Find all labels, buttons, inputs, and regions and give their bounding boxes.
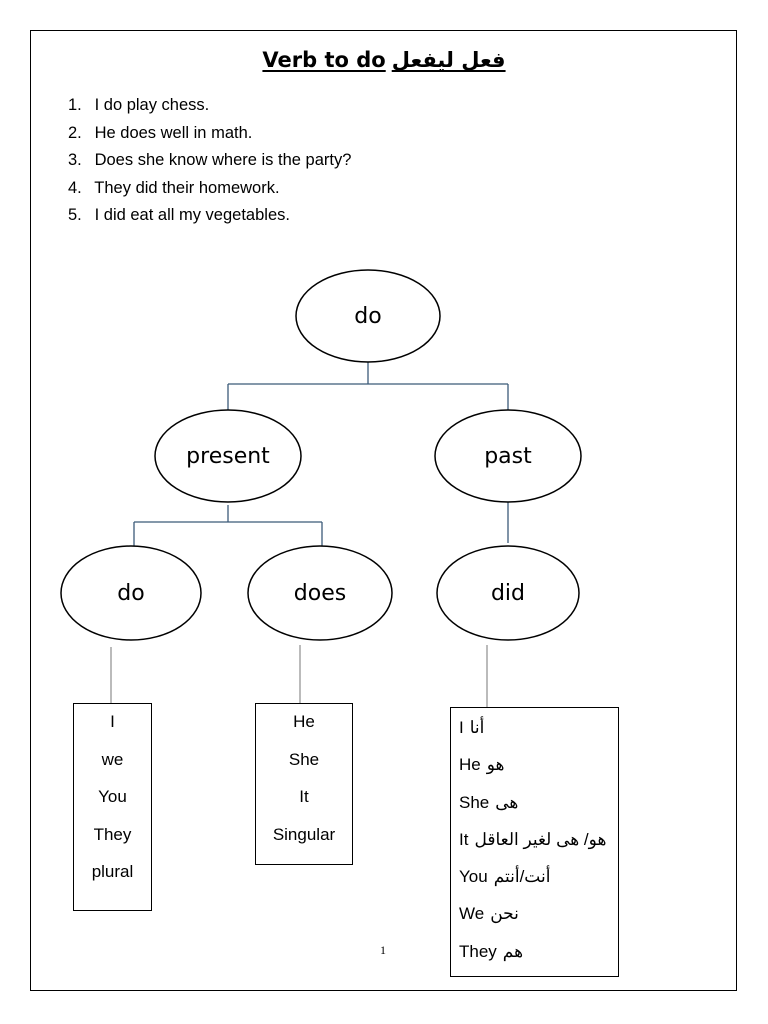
node-label-does: does [293,581,347,606]
pronoun: They [93,824,132,844]
pronoun-arabic: هو/ هى لغير العاقل [474,829,607,849]
pronoun: She [288,749,320,769]
pronoun: He [293,712,315,731]
pronoun-row [459,791,618,828]
sentence-number: 1. [68,96,82,114]
sentence-number: 3. [68,151,82,169]
sentence-number: 5. [68,206,82,224]
pronoun-arabic: هو [486,755,505,775]
sentence-text: He does well in math. [94,123,253,142]
pronoun: I [110,712,115,731]
pronoun-arabic: أنت/أنتم [493,867,551,887]
pronoun-row [459,902,618,939]
node-label-present: present [186,444,270,469]
pronoun-row [459,753,618,790]
node-label-past: past [484,444,532,469]
title-english: Verb to do [262,48,386,72]
pronoun-arabic: نحن [490,904,519,924]
sentence-text: I do play chess. [94,96,210,114]
sentence-text: They did their homework. [94,178,280,197]
pronoun-box-did [450,707,619,977]
pronoun: Singular [272,824,336,844]
pronoun: You [98,787,127,807]
pronoun-english: They [459,941,497,961]
pronoun-row [459,828,618,865]
node-label-root: do [354,304,382,329]
node-label-did: did [490,581,526,606]
pronoun: plural [91,862,134,882]
sentence-number: 2. [68,123,82,142]
page-number: 1 [380,943,386,957]
pronoun-arabic: أنا [469,718,485,737]
pronoun-english: You [459,867,488,887]
pronoun: It [299,787,309,807]
node-label-do: do [117,581,145,606]
title-arabic: فعل ليفعل [391,48,506,72]
pronoun-arabic: هم [502,941,524,961]
pronoun-english: He [459,755,481,775]
pronoun-english: It [459,829,469,849]
pronoun-english: I [459,718,464,737]
pronoun-english: She [459,792,490,812]
pronoun-row [459,940,618,977]
sentence-text: Does she know where is the party? [94,151,352,169]
box-connectors [111,645,487,707]
pronoun-english: We [459,904,485,924]
sentence-text: I did eat all my vegetables. [94,206,290,224]
sentence-number: 4. [68,178,82,197]
pronoun-row [459,865,618,902]
pronoun-row [459,716,618,753]
pronoun-arabic: هى [495,792,519,812]
pronoun-box-do [73,703,152,911]
pronoun-box-does [255,703,353,865]
pronoun: we [101,749,124,769]
